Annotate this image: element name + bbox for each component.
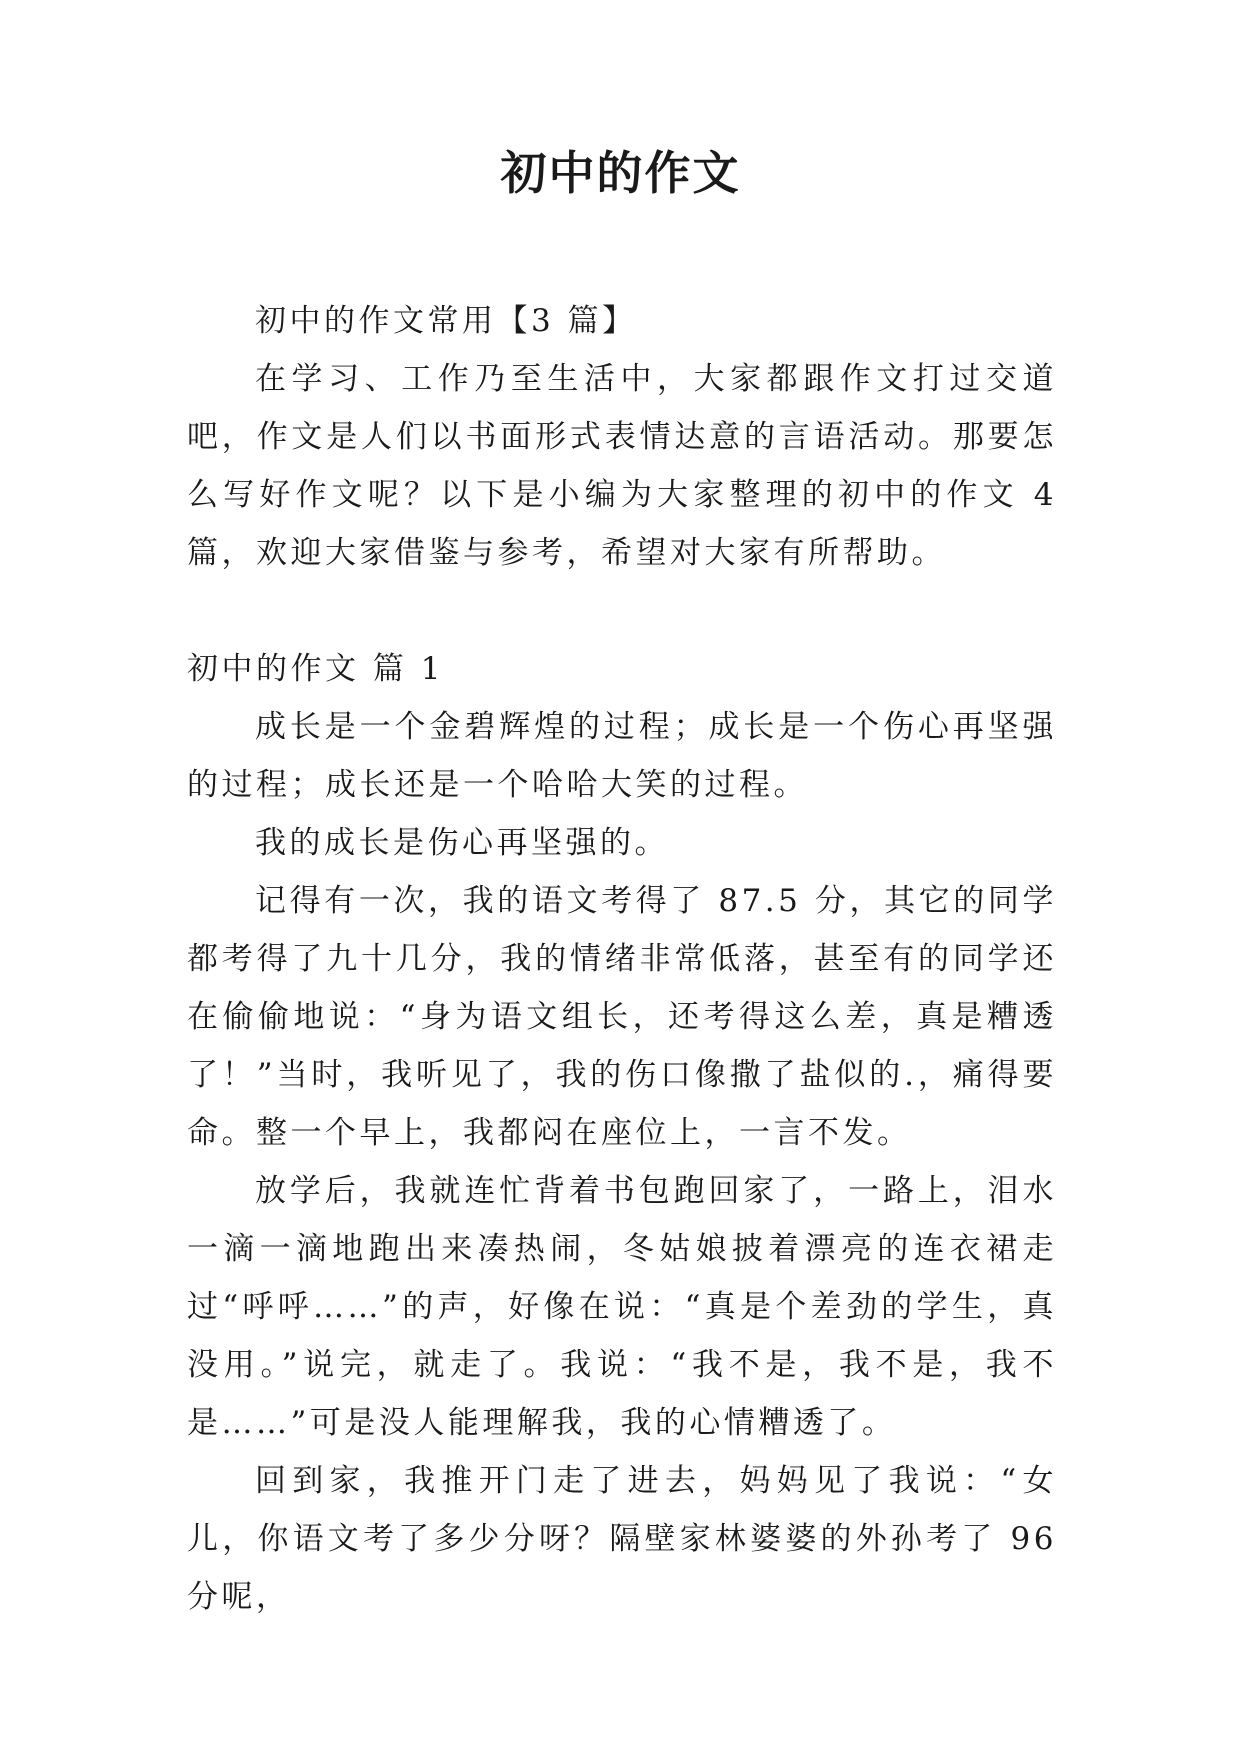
- body-paragraph: 成长是一个金碧辉煌的过程；成长是一个伤心再坚强的过程；成长还是一个哈哈大笑的过程。: [187, 709, 1057, 803]
- body-paragraph: 回到家，我推开门走了进去，妈妈见了我说：“女儿，你语文考了多少分呀？隔壁家林婆婆的外孙考了 96 分呢，: [187, 1463, 1057, 1615]
- document-subtitle: 初中的作文常用【3 篇】: [255, 303, 637, 339]
- body-paragraph: 我的成长是伤心再坚强的。: [255, 825, 669, 861]
- body-paragraph: 记得有一次，我的语文考得了 87.5 分，其它的同学都考得了九十几分，我的情绪非常低落，甚至有的同学还在偷偷地说：“身为语文组长，还考得这么差，真是糟透了！”当时，我听见了，我的伤口像撒了盐似的.，痛得要命。整一个早上，我都闷在座位上，一言不发。: [187, 883, 1057, 1151]
- intro-paragraph: 在学习、工作乃至生活中，大家都跟作文打过交道吧，作文是人们以书面形式表情达意的言语活动。那要怎么写好作文呢？以下是小编为大家整理的初中的作文 4 篇，欢迎大家借鉴与参考，希望对大家有所帮助。: [187, 361, 1057, 571]
- section-heading: 初中的作文 篇 1: [187, 651, 444, 687]
- document-title: 初中的作文: [500, 146, 741, 200]
- body-paragraph: 放学后，我就连忙背着书包跑回家了，一路上，泪水一滴一滴地跑出来凑热闹，冬姑娘披着漂亮的连衣裙走过“呼呼……”的声，好像在说：“真是个差劲的学生，真没用。”说完，就走了。我说：“我不是，我不是，我不是……”可是没人能理解我，我的心情糟透了。: [187, 1173, 1057, 1441]
- document-body: [187, 292, 1057, 1626]
